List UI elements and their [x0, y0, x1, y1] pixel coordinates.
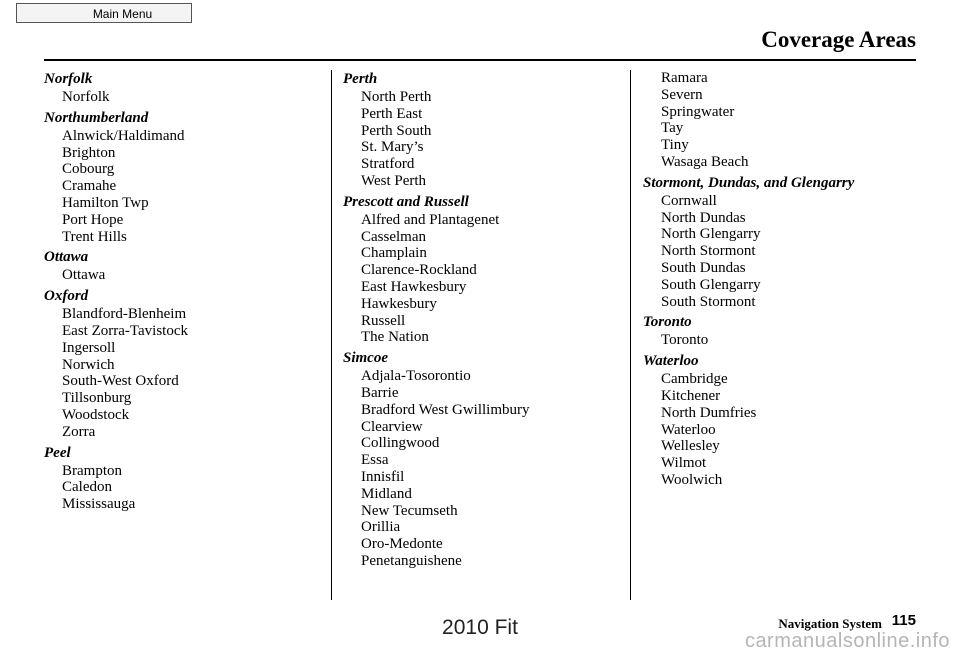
place-item: Hamilton Twp	[62, 194, 149, 211]
region-heading: Prescott and Russell	[343, 193, 469, 210]
place-item: Cambridge	[661, 371, 728, 388]
place-item: North Glengarry	[661, 226, 761, 243]
place-item: Tillsonburg	[62, 390, 132, 407]
place-item: Wasaga Beach	[661, 153, 749, 170]
region-heading: Norfolk	[44, 71, 93, 87]
column-1	[44, 70, 324, 516]
region-heading: Simcoe	[343, 350, 388, 367]
column-2	[343, 70, 623, 573]
place-item: Mississauga	[62, 496, 136, 513]
region-heading: Ottawa	[44, 249, 89, 266]
place-item: Perth South	[361, 122, 432, 139]
region-heading: Oxford	[44, 288, 89, 305]
region-section	[343, 349, 623, 570]
place-item: South Glengarry	[661, 276, 761, 293]
place-item: Wellesley	[661, 438, 720, 455]
place-item: Barrie	[361, 384, 399, 401]
place-item: Trent Hills	[62, 228, 127, 245]
place-item: Ottawa	[62, 267, 106, 284]
page-number: 115	[891, 612, 916, 629]
place-item: Woodstock	[62, 406, 130, 423]
place-list	[44, 463, 324, 513]
place-list	[44, 306, 324, 440]
region-heading: Waterloo	[643, 353, 699, 370]
model-watermark: 2010 Fit	[442, 616, 518, 639]
place-item: Zorra	[62, 423, 96, 440]
place-item: Collingwood	[361, 435, 440, 452]
place-item: Clarence-Rockland	[361, 262, 477, 279]
place-item: Russell	[361, 312, 406, 329]
place-item: East Hawkesbury	[361, 278, 467, 295]
place-item: Alfred and Plantagenet	[361, 211, 500, 228]
place-item: Oro-Medonte	[361, 536, 443, 553]
region-section	[44, 287, 324, 440]
place-item: Springwater	[661, 103, 735, 120]
place-item: Blandford-Blenheim	[62, 306, 187, 323]
footer-section-label: Navigation System	[778, 616, 882, 631]
region-section	[44, 109, 324, 246]
place-item: Cobourg	[62, 161, 115, 178]
place-item: North Stormont	[661, 243, 756, 260]
region-section	[343, 193, 623, 346]
place-item: Alnwick/Haldimand	[62, 127, 185, 144]
place-item: Norwich	[62, 356, 115, 373]
column-divider-2	[630, 70, 631, 600]
place-list	[44, 267, 324, 284]
region-heading: Toronto	[643, 314, 692, 331]
place-item: East Zorra-Tavistock	[62, 322, 188, 339]
place-item: Port Hope	[62, 211, 124, 228]
region-section	[44, 248, 324, 284]
region-section	[44, 70, 324, 106]
place-item: Perth East	[361, 105, 423, 122]
place-item: Bradford West Gwillimbury	[361, 401, 530, 418]
place-item: Orillia	[361, 519, 401, 536]
place-item: Cramahe	[62, 178, 117, 195]
place-item: Brighton	[62, 144, 116, 161]
main-menu-button[interactable]: Main Menu	[16, 3, 192, 23]
title-divider	[44, 59, 916, 61]
place-item: North Perth	[361, 89, 432, 105]
place-item: Midland	[361, 485, 412, 502]
place-item: New Tecumseth	[361, 502, 458, 519]
place-item: Severn	[661, 86, 703, 103]
place-item: South Dundas	[661, 259, 746, 276]
page-title: Coverage Areas	[761, 27, 916, 52]
place-item: Ingersoll	[62, 339, 116, 356]
place-item: Wilmot	[661, 455, 707, 472]
place-list	[343, 212, 623, 346]
place-list	[643, 70, 943, 171]
region-heading: Northumberland	[44, 109, 149, 126]
place-item: Tay	[661, 120, 684, 137]
place-item: Norfolk	[62, 89, 110, 105]
region-heading: Perth	[343, 71, 378, 87]
place-item: West Perth	[361, 172, 427, 189]
place-item: Innisfil	[361, 468, 405, 485]
place-item: North Dumfries	[661, 404, 757, 421]
place-item: Brampton	[62, 462, 122, 479]
region-section	[643, 313, 943, 349]
region-section	[643, 70, 943, 171]
place-item: St. Mary’s	[361, 139, 424, 156]
place-list	[643, 332, 943, 349]
place-item: Penetanguishene	[361, 552, 462, 569]
place-item: Ramara	[661, 70, 708, 86]
site-watermark: carmanualsonline.info	[744, 630, 950, 652]
region-heading: Stormont, Dundas, and Glengarry	[643, 174, 855, 191]
place-item: Essa	[361, 452, 389, 469]
column-divider-1	[331, 70, 332, 600]
place-item: Waterloo	[661, 421, 716, 438]
place-item: Champlain	[361, 245, 427, 262]
place-item: Stratford	[361, 156, 415, 173]
place-item: South Stormont	[661, 293, 756, 310]
place-list	[643, 371, 943, 489]
place-item: The Nation	[361, 329, 429, 346]
region-heading: Peel	[44, 444, 71, 461]
place-list	[343, 89, 623, 190]
place-item: Cornwall	[661, 192, 717, 209]
place-item: Kitchener	[661, 387, 721, 404]
place-item: Hawkesbury	[361, 295, 437, 312]
place-item: Toronto	[661, 332, 709, 349]
place-item: Casselman	[361, 228, 426, 245]
place-list	[643, 193, 943, 311]
place-item: Tiny	[661, 137, 689, 154]
place-list	[343, 368, 623, 570]
place-item: Clearview	[361, 418, 423, 435]
place-list	[44, 89, 324, 106]
region-section	[643, 174, 943, 311]
place-item: North Dundas	[661, 209, 746, 226]
column-3	[643, 70, 943, 492]
region-section	[44, 444, 324, 513]
place-item: Woolwich	[661, 471, 723, 488]
place-item: South-West Oxford	[62, 373, 179, 390]
place-item: Caledon	[62, 479, 112, 496]
place-item: Adjala-Tosorontio	[361, 368, 471, 385]
region-section	[643, 352, 943, 489]
region-section	[343, 70, 623, 190]
place-list	[44, 128, 324, 246]
